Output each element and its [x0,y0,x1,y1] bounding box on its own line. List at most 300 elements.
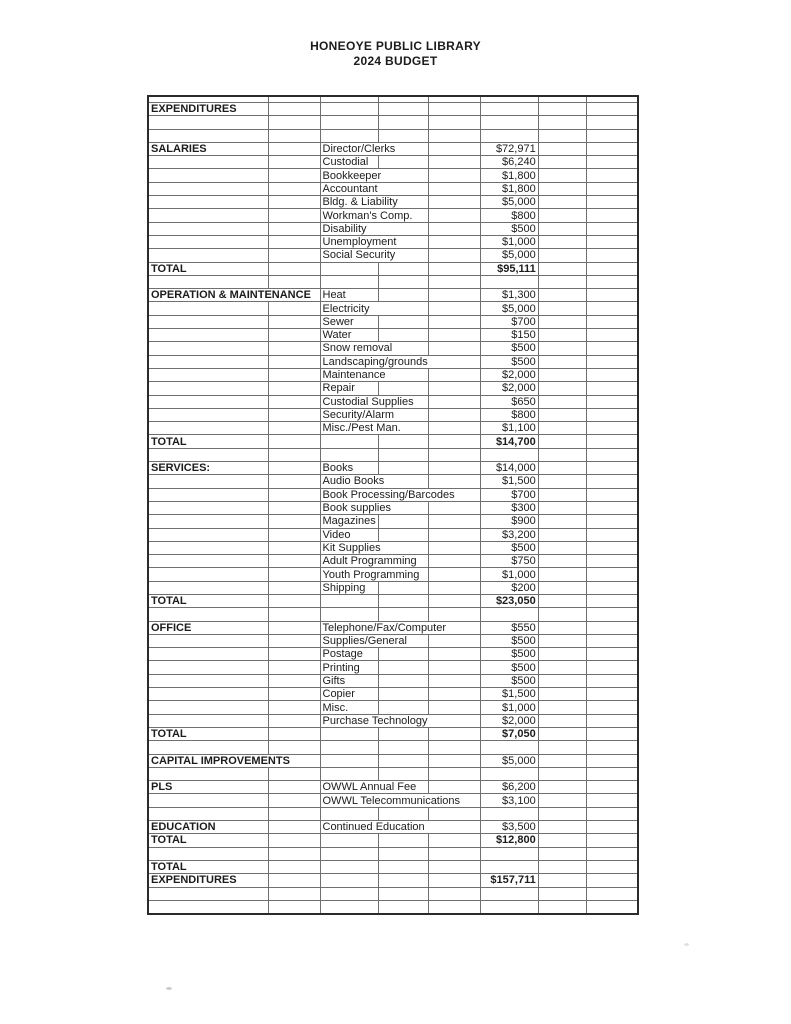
empty-cell [480,275,538,288]
empty-cell [586,807,638,820]
empty-cell [428,395,480,408]
amount-cell: $500 [480,661,538,674]
empty-cell [480,900,538,914]
empty-cell [268,621,320,634]
item-cell: Continued Education [320,821,480,834]
amount-cell: $500 [480,634,538,647]
empty-cell [268,821,320,834]
budget-row [148,648,638,661]
empty-cell [538,342,586,355]
empty-cell [586,621,638,634]
category-cell: EXPENDITURES [148,874,268,887]
empty-cell [428,249,480,262]
title-line-budget-year: 2024 BUDGET [353,53,438,68]
budget-row [148,315,638,328]
empty-cell [148,222,268,235]
amount-cell: $1,800 [480,169,538,182]
empty-cell [148,568,268,581]
amount-cell: $150 [480,329,538,342]
empty-cell [148,235,268,248]
item-cell: Security/Alarm [320,408,428,421]
category-cell: TOTAL [148,860,268,873]
empty-cell [378,129,428,142]
empty-cell [268,142,320,155]
item-cell: Electricity [320,302,428,315]
item-cell: Copier [320,688,378,701]
empty-cell [586,528,638,541]
empty-cell [320,847,378,860]
empty-cell [586,368,638,381]
budget-row [148,368,638,381]
empty-cell [268,329,320,342]
empty-cell [428,103,480,116]
empty-cell [320,103,378,116]
budget-row [148,754,638,767]
empty-cell [480,767,538,780]
empty-cell [586,488,638,501]
empty-cell [538,581,586,594]
empty-cell [148,382,268,395]
amount-cell: $14,700 [480,435,538,448]
empty-cell [538,634,586,647]
item-cell: Custodial Supplies [320,395,428,408]
empty-cell [586,741,638,754]
empty-cell [428,634,480,647]
empty-cell [268,488,320,501]
amount-cell: $500 [480,674,538,687]
empty-cell [148,714,268,727]
empty-cell [378,701,428,714]
empty-cell [268,169,320,182]
empty-cell [586,714,638,727]
empty-cell [378,754,428,767]
empty-cell [538,209,586,222]
empty-cell [586,116,638,129]
amount-cell: $72,971 [480,142,538,155]
amount-cell: $1,500 [480,688,538,701]
empty-cell [480,741,538,754]
budget-row [148,196,638,209]
empty-cell [148,887,268,900]
empty-cell [428,781,480,794]
empty-cell [586,169,638,182]
empty-cell [268,182,320,195]
empty-cell [148,767,268,780]
amount-cell: $200 [480,581,538,594]
budget-row [148,661,638,674]
empty-cell [586,355,638,368]
budget-row [148,222,638,235]
empty-cell [586,860,638,873]
empty-cell [378,727,428,740]
item-cell: Heat [320,289,378,302]
empty-cell [148,422,268,435]
item-cell: Telephone/Fax/Computer [320,621,480,634]
amount-cell: $900 [480,515,538,528]
budget-row [148,382,638,395]
empty-cell [538,807,586,820]
empty-cell [586,900,638,914]
empty-cell [268,847,320,860]
empty-cell [268,528,320,541]
category-cell: PLS [148,781,268,794]
empty-cell [538,435,586,448]
category-cell: TOTAL [148,594,268,607]
empty-cell [268,103,320,116]
budget-row [148,408,638,421]
budget-row [148,129,638,142]
empty-cell [538,608,586,621]
empty-cell [428,860,480,873]
amount-cell: $5,000 [480,249,538,262]
empty-cell [148,648,268,661]
empty-cell [428,275,480,288]
empty-cell [268,874,320,887]
empty-cell [378,116,428,129]
empty-cell [268,475,320,488]
budget-row [148,714,638,727]
empty-cell [538,448,586,461]
empty-cell [428,767,480,780]
empty-cell [148,329,268,342]
empty-cell [538,688,586,701]
amount-cell: $2,000 [480,714,538,727]
empty-cell [428,116,480,129]
empty-cell [148,688,268,701]
empty-cell [538,847,586,860]
empty-cell [378,900,428,914]
empty-cell [378,156,428,169]
empty-cell [538,515,586,528]
empty-cell [428,608,480,621]
item-cell: Maintenance [320,368,428,381]
empty-cell [538,594,586,607]
empty-cell [268,568,320,581]
empty-cell [538,275,586,288]
empty-cell [378,767,428,780]
empty-cell [268,302,320,315]
empty-cell [148,807,268,820]
budget-row [148,568,638,581]
item-cell: Purchase Technology [320,714,480,727]
empty-cell [148,408,268,421]
budget-row [148,435,638,448]
empty-cell [148,701,268,714]
item-cell: Accountant [320,182,428,195]
empty-cell [428,834,480,847]
item-cell: Audio Books [320,475,428,488]
empty-cell [378,847,428,860]
amount-cell: $550 [480,621,538,634]
empty-cell [268,355,320,368]
empty-cell [268,674,320,687]
empty-cell [428,435,480,448]
empty-cell [538,302,586,315]
empty-cell [428,807,480,820]
empty-cell [378,462,428,475]
empty-cell [148,581,268,594]
item-cell: Snow removal [320,342,428,355]
empty-cell [538,754,586,767]
empty-cell [148,501,268,514]
empty-cell [538,169,586,182]
empty-cell [148,661,268,674]
empty-cell [148,448,268,461]
budget-row [148,142,638,155]
budget-row [148,302,638,315]
amount-cell: $1,000 [480,235,538,248]
budget-row [148,475,638,488]
empty-cell [586,156,638,169]
empty-cell [148,156,268,169]
empty-cell [428,448,480,461]
empty-cell [428,142,480,155]
item-cell: Magazines [320,515,378,528]
empty-cell [428,541,480,554]
empty-cell [538,701,586,714]
empty-cell [148,555,268,568]
item-cell: Social Security [320,249,428,262]
empty-cell [480,448,538,461]
empty-cell [480,807,538,820]
empty-cell [586,222,638,235]
empty-cell [148,315,268,328]
amount-cell: $800 [480,408,538,421]
amount-cell: $2,000 [480,368,538,381]
category-cell: TOTAL [148,727,268,740]
empty-cell [378,275,428,288]
empty-cell [428,688,480,701]
empty-cell [586,781,638,794]
budget-row [148,741,638,754]
empty-cell [586,302,638,315]
item-cell: Book Processing/Barcodes [320,488,480,501]
empty-cell [148,528,268,541]
empty-cell [268,408,320,421]
empty-cell [268,794,320,807]
empty-cell [148,196,268,209]
empty-cell [268,714,320,727]
amount-cell: $500 [480,342,538,355]
budget-row [148,781,638,794]
empty-cell [586,515,638,528]
empty-cell [428,156,480,169]
empty-cell [538,129,586,142]
empty-cell [268,887,320,900]
empty-cell [378,688,428,701]
item-cell: Book supplies [320,501,428,514]
empty-cell [586,182,638,195]
empty-cell [480,847,538,860]
empty-cell [480,887,538,900]
document-title [0,39,791,68]
empty-cell [378,262,428,275]
empty-cell [538,488,586,501]
empty-cell [378,860,428,873]
empty-cell [428,887,480,900]
budget-row [148,329,638,342]
empty-cell [538,528,586,541]
amount-cell: $800 [480,209,538,222]
amount-cell: $157,711 [480,874,538,887]
empty-cell [586,754,638,767]
empty-cell [268,422,320,435]
empty-cell [320,767,378,780]
empty-cell [586,874,638,887]
empty-cell [148,634,268,647]
budget-row [148,262,638,275]
amount-cell: $1,100 [480,422,538,435]
budget-row [148,116,638,129]
empty-cell [428,661,480,674]
empty-cell [148,116,268,129]
budget-row [148,395,638,408]
empty-cell [586,887,638,900]
budget-row [148,701,638,714]
item-cell: Workman's Comp. [320,209,428,222]
empty-cell [268,222,320,235]
budget-row [148,794,638,807]
empty-cell [148,741,268,754]
empty-cell [148,794,268,807]
category-cell: CAPITAL IMPROVEMENTS [148,754,320,767]
category-cell: TOTAL [148,834,268,847]
empty-cell [586,382,638,395]
budget-row [148,608,638,621]
budget-row [148,674,638,687]
empty-cell [586,727,638,740]
empty-cell [538,794,586,807]
budget-row [148,448,638,461]
empty-cell [148,395,268,408]
empty-cell [428,209,480,222]
empty-cell [586,275,638,288]
empty-cell [148,488,268,501]
budget-row [148,834,638,847]
empty-cell [538,741,586,754]
empty-cell [148,355,268,368]
empty-cell [268,648,320,661]
empty-cell [428,462,480,475]
empty-cell [148,847,268,860]
budget-row [148,462,638,475]
empty-cell [320,741,378,754]
empty-cell [378,528,428,541]
item-cell: Gifts [320,674,378,687]
empty-cell [586,648,638,661]
empty-cell [378,807,428,820]
empty-cell [428,222,480,235]
empty-cell [268,382,320,395]
budget-row [148,821,638,834]
budget-row [148,555,638,568]
item-cell: Printing [320,661,378,674]
item-cell: OWWL Telecommunications [320,794,480,807]
empty-cell [378,581,428,594]
item-cell: Misc./Pest Man. [320,422,428,435]
empty-cell [268,435,320,448]
empty-cell [268,581,320,594]
empty-cell [586,408,638,421]
empty-cell [586,794,638,807]
empty-cell [428,262,480,275]
empty-cell [428,196,480,209]
empty-cell [148,900,268,914]
empty-cell [378,887,428,900]
budget-row [148,169,638,182]
scan-speck [166,987,172,990]
item-cell: Kit Supplies [320,541,428,554]
budget-row [148,488,638,501]
empty-cell [538,196,586,209]
amount-cell: $1,300 [480,289,538,302]
empty-cell [480,103,538,116]
budget-row [148,249,638,262]
empty-cell [268,661,320,674]
empty-cell [378,289,428,302]
empty-cell [320,448,378,461]
empty-cell [320,860,378,873]
category-cell: EDUCATION [148,821,268,834]
amount-cell: $1,800 [480,182,538,195]
empty-cell [378,674,428,687]
item-cell: Postage [320,648,378,661]
budget-row [148,860,638,873]
empty-cell [320,608,378,621]
empty-cell [378,608,428,621]
category-cell: SERVICES: [148,462,268,475]
empty-cell [538,475,586,488]
empty-cell [586,262,638,275]
budget-row [148,156,638,169]
empty-cell [378,661,428,674]
empty-cell [320,116,378,129]
empty-cell [538,541,586,554]
empty-cell [428,528,480,541]
empty-cell [428,568,480,581]
budget-row [148,355,638,368]
category-cell: OPERATION & MAINTENANCE [148,289,320,302]
empty-cell [428,847,480,860]
category-cell: SALARIES [148,142,268,155]
empty-cell [378,329,428,342]
empty-cell [428,382,480,395]
empty-cell [538,462,586,475]
empty-cell [586,568,638,581]
empty-cell [586,608,638,621]
empty-cell [268,541,320,554]
empty-cell [148,182,268,195]
empty-cell [586,821,638,834]
amount-cell: $1,500 [480,475,538,488]
empty-cell [586,661,638,674]
empty-cell [378,382,428,395]
amount-cell: $6,200 [480,781,538,794]
empty-cell [378,448,428,461]
amount-cell: $5,000 [480,302,538,315]
empty-cell [586,235,638,248]
empty-cell [586,634,638,647]
item-cell: Bookkeeper [320,169,428,182]
empty-cell [538,315,586,328]
empty-cell [538,103,586,116]
amount-cell: $500 [480,355,538,368]
empty-cell [428,368,480,381]
empty-cell [148,368,268,381]
item-cell: Shipping [320,581,378,594]
empty-cell [148,608,268,621]
item-cell: Disability [320,222,428,235]
